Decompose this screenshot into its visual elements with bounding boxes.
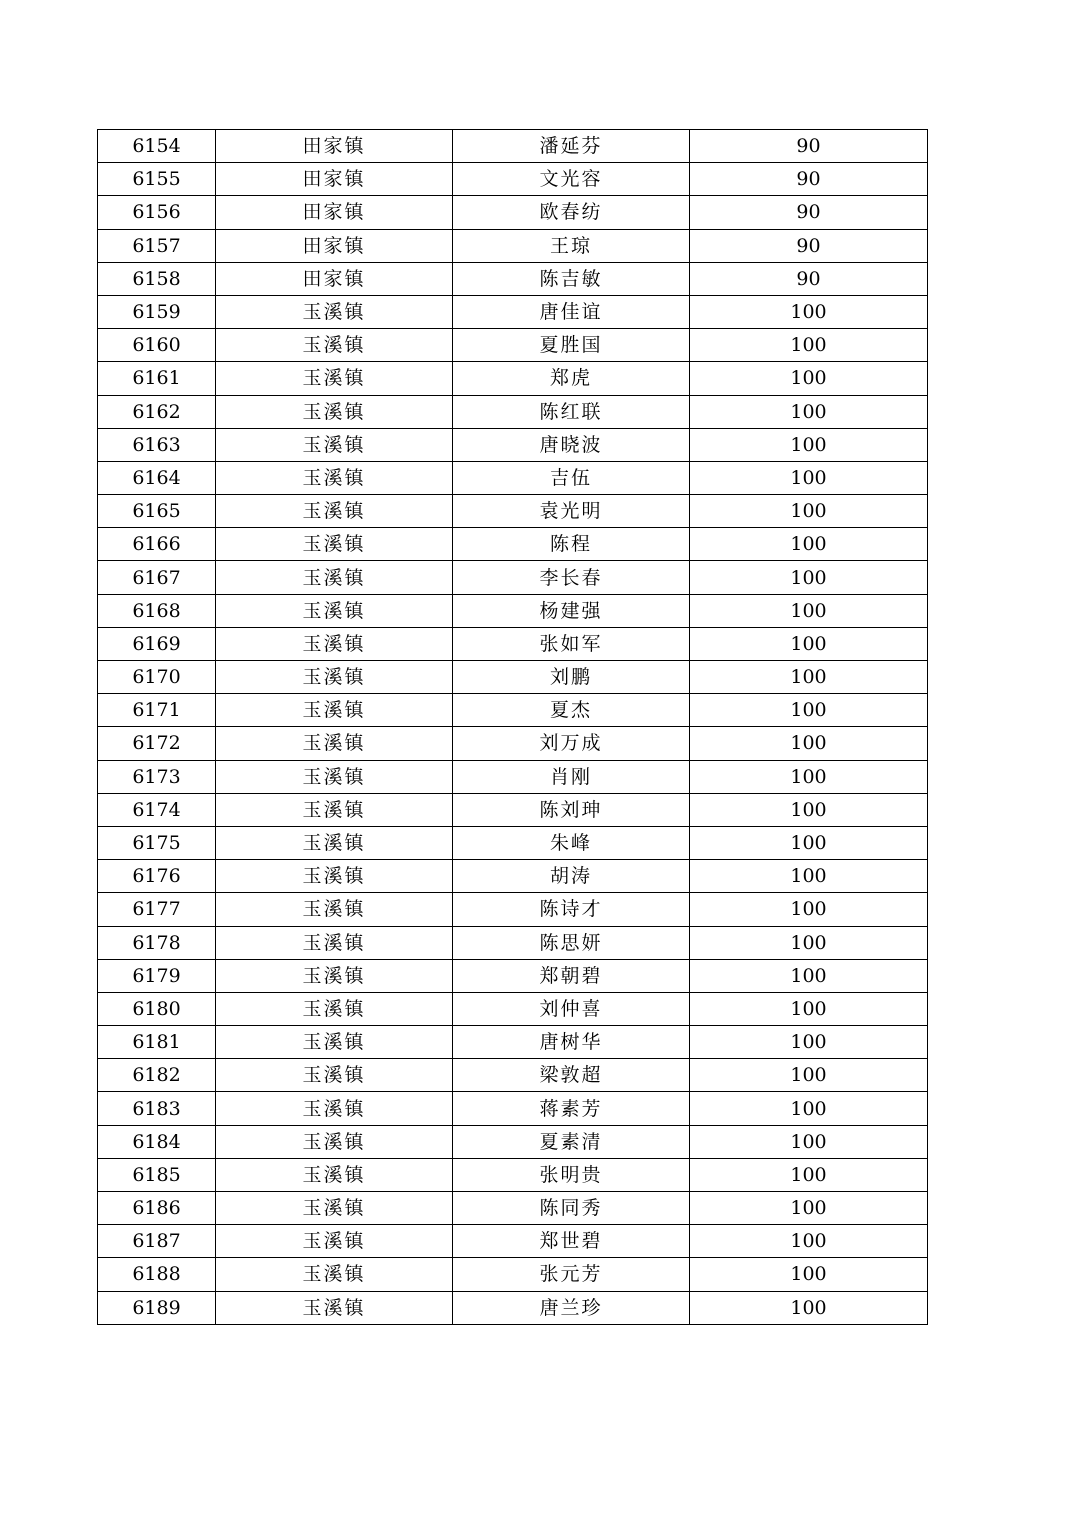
row-number-cell: 6168 bbox=[98, 594, 216, 627]
row-number-cell: 6176 bbox=[98, 860, 216, 893]
row-number-cell: 6174 bbox=[98, 793, 216, 826]
amount-cell: 90 bbox=[690, 130, 928, 163]
person-name-cell: 张元芳 bbox=[453, 1258, 690, 1291]
amount-cell: 100 bbox=[690, 860, 928, 893]
row-number-cell: 6178 bbox=[98, 926, 216, 959]
table-row bbox=[98, 860, 928, 893]
table-row bbox=[98, 661, 928, 694]
town-cell: 玉溪镇 bbox=[216, 926, 453, 959]
records-table-body bbox=[98, 130, 928, 1325]
town-cell: 玉溪镇 bbox=[216, 362, 453, 395]
table-row bbox=[98, 992, 928, 1025]
row-number-cell: 6167 bbox=[98, 561, 216, 594]
table-row bbox=[98, 329, 928, 362]
town-cell: 玉溪镇 bbox=[216, 860, 453, 893]
town-cell: 玉溪镇 bbox=[216, 1125, 453, 1158]
town-cell: 玉溪镇 bbox=[216, 329, 453, 362]
town-cell: 玉溪镇 bbox=[216, 1158, 453, 1191]
table-row bbox=[98, 826, 928, 859]
table-row bbox=[98, 1158, 928, 1191]
row-number-cell: 6170 bbox=[98, 661, 216, 694]
row-number-cell: 6173 bbox=[98, 760, 216, 793]
table-row bbox=[98, 528, 928, 561]
amount-cell: 100 bbox=[690, 926, 928, 959]
row-number-cell: 6185 bbox=[98, 1158, 216, 1191]
table-row bbox=[98, 1125, 928, 1158]
table-row bbox=[98, 893, 928, 926]
amount-cell: 100 bbox=[690, 992, 928, 1025]
row-number-cell: 6166 bbox=[98, 528, 216, 561]
town-cell: 玉溪镇 bbox=[216, 1225, 453, 1258]
town-cell: 玉溪镇 bbox=[216, 760, 453, 793]
amount-cell: 90 bbox=[690, 262, 928, 295]
row-number-cell: 6182 bbox=[98, 1059, 216, 1092]
row-number-cell: 6186 bbox=[98, 1192, 216, 1225]
person-name-cell: 陈程 bbox=[453, 528, 690, 561]
person-name-cell: 梁敦超 bbox=[453, 1059, 690, 1092]
row-number-cell: 6165 bbox=[98, 495, 216, 528]
row-number-cell: 6175 bbox=[98, 826, 216, 859]
town-cell: 玉溪镇 bbox=[216, 1291, 453, 1324]
row-number-cell: 6162 bbox=[98, 395, 216, 428]
table-row bbox=[98, 495, 928, 528]
person-name-cell: 袁光明 bbox=[453, 495, 690, 528]
amount-cell: 100 bbox=[690, 329, 928, 362]
person-name-cell: 唐晓波 bbox=[453, 428, 690, 461]
person-name-cell: 肖刚 bbox=[453, 760, 690, 793]
table-row bbox=[98, 727, 928, 760]
amount-cell: 90 bbox=[690, 196, 928, 229]
table-row bbox=[98, 428, 928, 461]
town-cell: 玉溪镇 bbox=[216, 594, 453, 627]
amount-cell: 100 bbox=[690, 793, 928, 826]
amount-cell: 100 bbox=[690, 661, 928, 694]
row-number-cell: 6179 bbox=[98, 959, 216, 992]
amount-cell: 100 bbox=[690, 295, 928, 328]
amount-cell: 90 bbox=[690, 163, 928, 196]
row-number-cell: 6188 bbox=[98, 1258, 216, 1291]
table-row bbox=[98, 196, 928, 229]
town-cell: 田家镇 bbox=[216, 163, 453, 196]
amount-cell: 100 bbox=[690, 362, 928, 395]
row-number-cell: 6169 bbox=[98, 627, 216, 660]
town-cell: 玉溪镇 bbox=[216, 461, 453, 494]
town-cell: 玉溪镇 bbox=[216, 661, 453, 694]
row-number-cell: 6164 bbox=[98, 461, 216, 494]
town-cell: 玉溪镇 bbox=[216, 992, 453, 1025]
table-row bbox=[98, 163, 928, 196]
town-cell: 玉溪镇 bbox=[216, 395, 453, 428]
town-cell: 玉溪镇 bbox=[216, 1092, 453, 1125]
town-cell: 玉溪镇 bbox=[216, 428, 453, 461]
person-name-cell: 蒋素芳 bbox=[453, 1092, 690, 1125]
person-name-cell: 刘仲喜 bbox=[453, 992, 690, 1025]
town-cell: 玉溪镇 bbox=[216, 1192, 453, 1225]
person-name-cell: 潘延芬 bbox=[453, 130, 690, 163]
table-row bbox=[98, 760, 928, 793]
person-name-cell: 郑虎 bbox=[453, 362, 690, 395]
amount-cell: 100 bbox=[690, 893, 928, 926]
person-name-cell: 杨建强 bbox=[453, 594, 690, 627]
row-number-cell: 6177 bbox=[98, 893, 216, 926]
amount-cell: 100 bbox=[690, 1059, 928, 1092]
amount-cell: 100 bbox=[690, 461, 928, 494]
town-cell: 玉溪镇 bbox=[216, 528, 453, 561]
table-row bbox=[98, 1291, 928, 1324]
row-number-cell: 6159 bbox=[98, 295, 216, 328]
table-row bbox=[98, 594, 928, 627]
person-name-cell: 张明贵 bbox=[453, 1158, 690, 1191]
person-name-cell: 唐兰珍 bbox=[453, 1291, 690, 1324]
town-cell: 田家镇 bbox=[216, 196, 453, 229]
amount-cell: 100 bbox=[690, 1092, 928, 1125]
row-number-cell: 6157 bbox=[98, 229, 216, 262]
row-number-cell: 6155 bbox=[98, 163, 216, 196]
table-row bbox=[98, 627, 928, 660]
table-row bbox=[98, 461, 928, 494]
person-name-cell: 夏素清 bbox=[453, 1125, 690, 1158]
person-name-cell: 欧春纺 bbox=[453, 196, 690, 229]
person-name-cell: 陈红联 bbox=[453, 395, 690, 428]
person-name-cell: 陈诗才 bbox=[453, 893, 690, 926]
row-number-cell: 6171 bbox=[98, 694, 216, 727]
person-name-cell: 陈同秀 bbox=[453, 1192, 690, 1225]
amount-cell: 100 bbox=[690, 495, 928, 528]
table-row bbox=[98, 1192, 928, 1225]
amount-cell: 100 bbox=[690, 627, 928, 660]
amount-cell: 100 bbox=[690, 528, 928, 561]
person-name-cell: 李长春 bbox=[453, 561, 690, 594]
row-number-cell: 6180 bbox=[98, 992, 216, 1025]
person-name-cell: 夏杰 bbox=[453, 694, 690, 727]
town-cell: 玉溪镇 bbox=[216, 295, 453, 328]
table-row bbox=[98, 1026, 928, 1059]
amount-cell: 100 bbox=[690, 727, 928, 760]
town-cell: 玉溪镇 bbox=[216, 826, 453, 859]
town-cell: 玉溪镇 bbox=[216, 694, 453, 727]
row-number-cell: 6172 bbox=[98, 727, 216, 760]
table-row bbox=[98, 362, 928, 395]
amount-cell: 100 bbox=[690, 959, 928, 992]
person-name-cell: 夏胜国 bbox=[453, 329, 690, 362]
town-cell: 田家镇 bbox=[216, 229, 453, 262]
person-name-cell: 陈思妍 bbox=[453, 926, 690, 959]
town-cell: 田家镇 bbox=[216, 262, 453, 295]
row-number-cell: 6161 bbox=[98, 362, 216, 395]
amount-cell: 100 bbox=[690, 1225, 928, 1258]
table-row bbox=[98, 262, 928, 295]
person-name-cell: 王琼 bbox=[453, 229, 690, 262]
amount-cell: 100 bbox=[690, 760, 928, 793]
row-number-cell: 6160 bbox=[98, 329, 216, 362]
amount-cell: 100 bbox=[690, 694, 928, 727]
town-cell: 玉溪镇 bbox=[216, 495, 453, 528]
row-number-cell: 6183 bbox=[98, 1092, 216, 1125]
town-cell: 玉溪镇 bbox=[216, 1059, 453, 1092]
row-number-cell: 6163 bbox=[98, 428, 216, 461]
amount-cell: 100 bbox=[690, 428, 928, 461]
table-row bbox=[98, 694, 928, 727]
row-number-cell: 6181 bbox=[98, 1026, 216, 1059]
person-name-cell: 刘万成 bbox=[453, 727, 690, 760]
amount-cell: 100 bbox=[690, 395, 928, 428]
amount-cell: 100 bbox=[690, 1192, 928, 1225]
records-table bbox=[97, 129, 928, 1325]
town-cell: 玉溪镇 bbox=[216, 627, 453, 660]
person-name-cell: 吉伍 bbox=[453, 461, 690, 494]
table-row bbox=[98, 561, 928, 594]
person-name-cell: 张如军 bbox=[453, 627, 690, 660]
person-name-cell: 郑世碧 bbox=[453, 1225, 690, 1258]
town-cell: 田家镇 bbox=[216, 130, 453, 163]
town-cell: 玉溪镇 bbox=[216, 793, 453, 826]
table-row bbox=[98, 395, 928, 428]
table-row bbox=[98, 1225, 928, 1258]
row-number-cell: 6154 bbox=[98, 130, 216, 163]
person-name-cell: 刘鹏 bbox=[453, 661, 690, 694]
person-name-cell: 唐佳谊 bbox=[453, 295, 690, 328]
table-row bbox=[98, 926, 928, 959]
row-number-cell: 6187 bbox=[98, 1225, 216, 1258]
row-number-cell: 6184 bbox=[98, 1125, 216, 1158]
amount-cell: 100 bbox=[690, 1026, 928, 1059]
table-row bbox=[98, 1059, 928, 1092]
town-cell: 玉溪镇 bbox=[216, 959, 453, 992]
table-row bbox=[98, 1258, 928, 1291]
table-row bbox=[98, 229, 928, 262]
town-cell: 玉溪镇 bbox=[216, 561, 453, 594]
amount-cell: 100 bbox=[690, 561, 928, 594]
amount-cell: 100 bbox=[690, 1125, 928, 1158]
table-row bbox=[98, 295, 928, 328]
town-cell: 玉溪镇 bbox=[216, 1258, 453, 1291]
person-name-cell: 陈吉敏 bbox=[453, 262, 690, 295]
amount-cell: 100 bbox=[690, 1291, 928, 1324]
table-row bbox=[98, 959, 928, 992]
town-cell: 玉溪镇 bbox=[216, 727, 453, 760]
table-row bbox=[98, 793, 928, 826]
table-row bbox=[98, 1092, 928, 1125]
amount-cell: 100 bbox=[690, 1258, 928, 1291]
person-name-cell: 郑朝碧 bbox=[453, 959, 690, 992]
person-name-cell: 唐树华 bbox=[453, 1026, 690, 1059]
amount-cell: 100 bbox=[690, 594, 928, 627]
town-cell: 玉溪镇 bbox=[216, 893, 453, 926]
person-name-cell: 文光容 bbox=[453, 163, 690, 196]
person-name-cell: 陈刘珅 bbox=[453, 793, 690, 826]
row-number-cell: 6189 bbox=[98, 1291, 216, 1324]
person-name-cell: 朱峰 bbox=[453, 826, 690, 859]
person-name-cell: 胡涛 bbox=[453, 860, 690, 893]
row-number-cell: 6158 bbox=[98, 262, 216, 295]
amount-cell: 100 bbox=[690, 826, 928, 859]
amount-cell: 90 bbox=[690, 229, 928, 262]
table-row bbox=[98, 130, 928, 163]
amount-cell: 100 bbox=[690, 1158, 928, 1191]
row-number-cell: 6156 bbox=[98, 196, 216, 229]
town-cell: 玉溪镇 bbox=[216, 1026, 453, 1059]
